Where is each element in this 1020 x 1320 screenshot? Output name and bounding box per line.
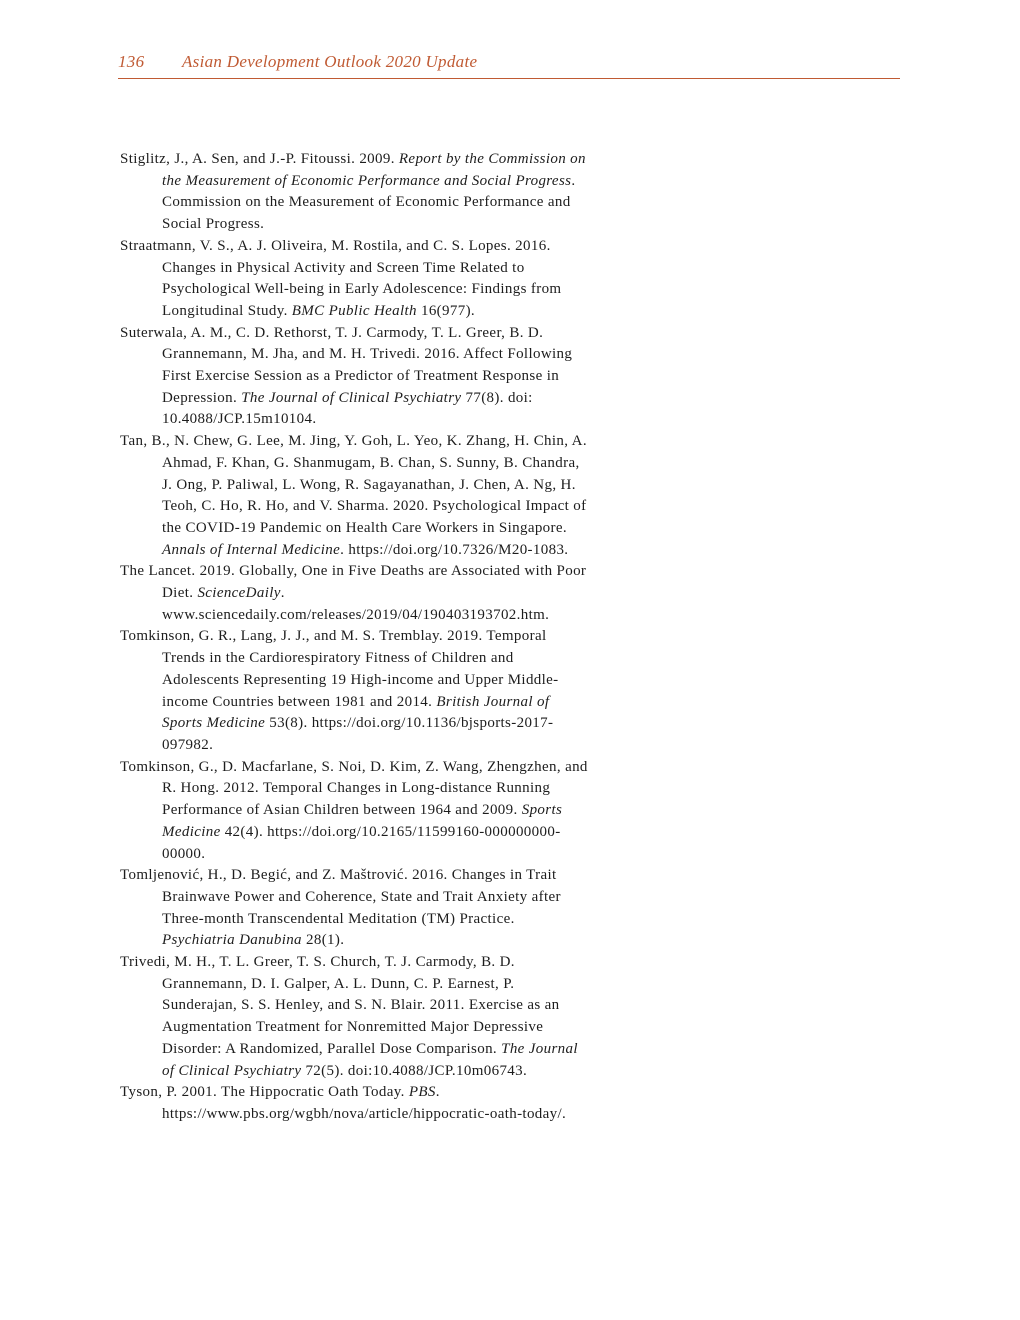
reference-italic-text: The Journal of Clinical Psychiatry — [162, 1040, 578, 1079]
reference-item — [120, 431, 588, 561]
reference-italic-text: The Journal of Clinical Psychiatry — [241, 389, 462, 406]
reference-text: 77(8). doi: 10.4088/JCP.15m10104. — [162, 389, 533, 428]
reference-italic-text: Sports Medicine — [162, 802, 563, 840]
reference-italic-text: Report by the Commission on the Measurement of Economic Performance and Social Progress — [162, 151, 586, 189]
reference-italic-text: PBS — [408, 1084, 436, 1101]
reference-text: 42(4). https://doi.org/10.2165/11599160-000000000-00000. — [162, 823, 561, 862]
reference-text: Trivedi, M. H., T. L. Greer, T. S. Church, T. J. Carmody, B. D. Grannemann, D. I. Galper, A. L. Dunn, C. P. Earnest, P. Sunderajan, S. S. Henley, and S. N. Blair. 2011. Exercise as an Augmentation Treatment for Nonremitted Major Depressive Disorder: A Randomized, Parallel Dose Comparison. — [120, 954, 560, 1057]
reference-italic-text: Psychiatria Danubina — [162, 932, 302, 949]
reference-text: 72(5). doi:10.4088/JCP.10m06743. — [301, 1062, 528, 1079]
reference-text: . https://www.pbs.org/wgbh/nova/article/hippocratic-oath-today/. — [162, 1084, 567, 1122]
reference-item — [120, 952, 588, 1082]
reference-italic-text: Annals of Internal Medicine — [162, 541, 341, 558]
reference-text: 16(977). — [416, 302, 476, 319]
reference-text: Tomkinson, G. R., Lang, J. J., and M. S. Tremblay. 2019. Temporal Trends in the Cardiorespiratory Fitness of Children and Adolescents Representing 19 High-income and Upper Middle-income Countries between 1981 and 2014. — [120, 628, 559, 710]
reference-italic-text: British Journal of Sports Medicine — [162, 693, 550, 732]
references-list — [120, 149, 588, 1126]
reference-item — [120, 323, 588, 432]
running-header — [118, 52, 900, 79]
reference-text: . www.sciencedaily.com/releases/2019/04/190403193702.htm. — [162, 585, 550, 623]
reference-item — [120, 757, 588, 866]
reference-italic-text: ScienceDaily — [197, 585, 281, 602]
reference-text: . https://doi.org/10.7326/M20-1083. — [340, 541, 569, 558]
reference-text: 28(1). — [301, 932, 345, 949]
page-header-title: Asian Development Outlook 2020 Update — [182, 52, 478, 71]
reference-text: Tan, B., N. Chew, G. Lee, M. Jing, Y. Goh, L. Yeo, K. Zhang, H. Chin, A. Ahmad, F. Khan, G. Shanmugam, B. Chan, S. Sunny, B. Chandra, J. Ong, P. Paliwal, L. Wong, R. Sagayanathan, J. Chen, A. Ng, H. Teoh, C. Ho, R. Ho, and V. Sharma. 2020. Psychological Impact of the COVID-19 Pandemic on Health Care Workers in Singapore. — [120, 433, 587, 536]
reference-text: 53(8). https://doi.org/10.1136/bjsports-2017-097982. — [162, 715, 554, 753]
page-number: 136 — [118, 52, 145, 71]
reference-item — [120, 561, 588, 626]
reference-italic-text: BMC Public Health — [291, 302, 417, 319]
reference-item — [120, 149, 588, 236]
reference-text: Stiglitz, J., A. Sen, and J.-P. Fitoussi. 2009. — [120, 151, 399, 167]
reference-text: The Lancet. 2019. Globally, One in Five Deaths are Associated with Poor Diet. — [120, 563, 587, 602]
reference-item — [120, 236, 588, 323]
reference-text: Suterwala, A. M., C. D. Rethorst, T. J. Carmody, T. L. Greer, B. D. Grannemann, M. Jha, and M. H. Trivedi. 2016. Affect Following First Exercise Session as a Predictor of Treatment Response in Depression. — [120, 324, 573, 406]
reference-item — [120, 626, 588, 756]
reference-item — [120, 865, 588, 952]
reference-text: Straatmann, V. S., A. J. Oliveira, M. Rostila, and C. S. Lopes. 2016. Changes in Physical Activity and Screen Time Related to Psychological Well-being in Early Adolescence: Findings from Longitudinal Study. — [120, 237, 562, 319]
reference-text: Tomkinson, G., D. Macfarlane, S. Noi, D. Kim, Z. Wang, Zhengzhen, and R. Hong. 2012. Temporal Changes in Long-distance Running Performance of Asian Children between 1964 and 2009. — [120, 758, 588, 819]
reference-text: . Commission on the Measurement of Economic Performance and Social Progress. — [162, 172, 576, 233]
reference-item — [120, 1082, 588, 1125]
reference-text: Tomljenović, H., D. Begić, and Z. Maštrović. 2016. Changes in Trait Brainwave Power and Coherence, State and Trait Anxiety after Three-month Transcendental Meditation (TM) Practice. — [120, 867, 561, 927]
reference-text: Tyson, P. 2001. The Hippocratic Oath Today. — [120, 1084, 409, 1101]
